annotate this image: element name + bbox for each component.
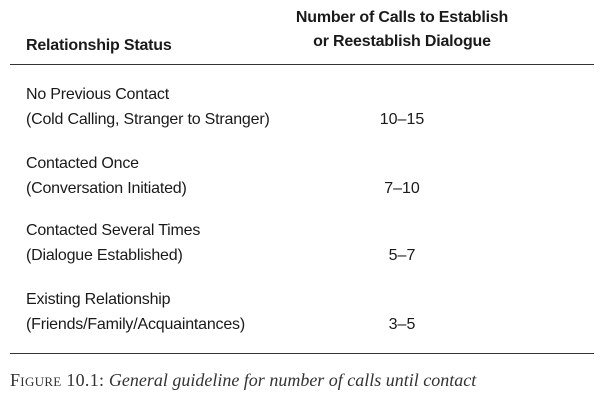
row-calls-value: 7–10 bbox=[384, 180, 420, 197]
header-calls-line-1: Number of Calls to Establish bbox=[295, 9, 509, 26]
table-row bbox=[10, 287, 594, 347]
row-calls-value: 10–15 bbox=[379, 111, 425, 128]
header-relationship-status: Relationship Status bbox=[26, 37, 172, 54]
header-calls-line-2: or Reestablish Dialogue bbox=[313, 33, 491, 50]
row-status bbox=[26, 82, 270, 132]
table-bottom-rule bbox=[10, 353, 594, 354]
row-calls-value: 3–5 bbox=[388, 316, 416, 333]
row-status-detail: (Dialogue Established) bbox=[26, 247, 183, 264]
row-status-title: Existing Relationship bbox=[26, 291, 171, 308]
row-status-detail: (Cold Calling, Stranger to Stranger) bbox=[26, 111, 270, 128]
table-row bbox=[10, 218, 594, 278]
figure-caption-text: General guideline for number of calls until contact bbox=[108, 370, 477, 390]
row-status bbox=[26, 218, 200, 268]
row-status bbox=[26, 151, 187, 201]
row-calls-value: 5–7 bbox=[388, 247, 416, 264]
row-status-detail: (Conversation Initiated) bbox=[26, 180, 187, 197]
row-status bbox=[26, 287, 245, 337]
row-status-detail: (Friends/Family/Acquaintances) bbox=[26, 316, 245, 333]
row-status-title: Contacted Several Times bbox=[26, 222, 201, 239]
table-row bbox=[10, 82, 594, 142]
header-divider bbox=[10, 64, 594, 65]
guideline-table bbox=[10, 0, 594, 354]
figure-caption bbox=[10, 368, 476, 392]
header-number-of-calls bbox=[274, 6, 530, 54]
row-status-title: No Previous Contact bbox=[26, 86, 169, 103]
figure-label: Figure 10.1: bbox=[10, 370, 105, 390]
table-row bbox=[10, 151, 594, 211]
row-status-title: Contacted Once bbox=[26, 155, 139, 172]
